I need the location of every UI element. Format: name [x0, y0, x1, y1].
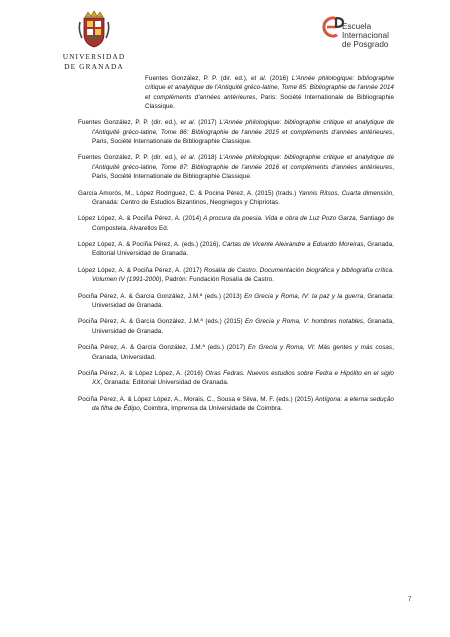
reference-publisher: , Granada, Universidad de Granada. [92, 318, 394, 335]
page-number: 7 [408, 597, 412, 603]
reference-publisher: , Paris, Société Internationale de Bibliographie Classique. [92, 128, 394, 145]
reference-title: Yannis Ritsos, Cuarta dimensión [296, 189, 393, 197]
reference-publisher: , Granada, Universidad. [92, 344, 394, 361]
reference-author: López López, A. & Pociña Pérez, A. (2014) [78, 215, 202, 223]
coat-of-arms-icon [78, 10, 110, 48]
reference-title: Cartas de Vicente Aleixandre a Eduardo Moreiras [220, 241, 364, 249]
reference-author: Pociña Pérez, A. & García González, J.M.ª (eds.) (2013) [78, 292, 242, 300]
reference-entry [78, 292, 394, 311]
reference-entry [78, 266, 394, 285]
reference-title: En Grecia y Roma, IV: la paz y la guerra [241, 292, 364, 300]
university-name: UNIVERSIDAD DE GRANADA [62, 52, 126, 71]
reference-title: A procura da poesia. Vida e obra de Luz Pozo Garza [201, 215, 356, 223]
reference-author: Fuentes González, P. P. (dir. ed.), [78, 154, 178, 162]
reference-author: López López, A. & Pociña Pérez, A. (2017) [78, 266, 202, 274]
reference-etal: et al. [180, 119, 196, 127]
reference-publisher: , Granada: Editorial Universidad de Granada. [100, 379, 229, 387]
reference-year: (2017) [195, 119, 217, 127]
reference-publisher: , Santiago de Compostela, Alvarellos Ed. [92, 215, 395, 232]
reference-entry [78, 118, 394, 146]
escuela-internacional-posgrado-logo [320, 12, 420, 58]
reference-entry [78, 240, 394, 259]
reference-title: Otras Fedras. Nuevos estudios sobre Fedra e Hipólito en el siglo XX [92, 370, 394, 387]
reference-etal: et al. [180, 154, 196, 162]
reference-year: (2016) [266, 75, 289, 82]
reference-title: En Grecia y Roma, V: hombres notables [242, 318, 364, 326]
reference-publisher: , Padrón: Fundación Rosalía de Castro. [161, 276, 274, 284]
reference-title: L'Année philologique: bibliographie critique et analytique de l'Antiquité gréco-latine, Tome 85: Bibliographie de l'année 2014 et compléments d'années antérieures [145, 75, 394, 101]
reference-author: Pociña Pérez, A. & García González, J.M.ª (eds.) (2017) [78, 344, 246, 352]
reference-publisher: , Granada: Centro de Estudios Bizantinos, Neogriegos y Chipriotas. [92, 189, 394, 206]
reference-title: L'Année philologique: bibliographie critique et analytique de l'Antiquité gréco-latine, Tome 86: Bibliographie de l'année 2015 et compléments d'années antérieures [92, 119, 394, 136]
reference-title: Antígona: a eterna sedução da filha de Édipo [92, 395, 394, 413]
reference-publisher: , Paris, Société Internationale de Bibliographie Classique. [92, 163, 394, 181]
reference-publisher: , Coimbra, Imprensa da Universidade de Coimbra. [139, 405, 283, 413]
reference-author: Pociña Pérez, A. & López López, A., Morais, C., Sousa e Silva, M. F. (eds.) (2015) [78, 395, 314, 403]
university-of-granada-logo [58, 10, 130, 78]
reference-author: López López, A. & Pociña Pérez, A. (eds.) (2016), [78, 241, 221, 249]
reference-author: Pociña Pérez, A. & López López, A. (2016) [78, 370, 203, 377]
reference-entry [78, 214, 394, 233]
reference-entry [78, 343, 394, 362]
reference-entry [145, 74, 394, 111]
reference-publisher: , Paris: Société Internationale de Bibliographie Classique. [145, 93, 394, 110]
reference-entry [78, 189, 394, 208]
reference-entry [78, 153, 394, 181]
reference-publisher: , Granada, Editorial Universidad de Granada. [92, 241, 394, 258]
reference-publisher: , Granada: Universidad de Granada. [92, 292, 394, 309]
reference-entry [78, 369, 394, 388]
reference-year: (2018) [195, 154, 217, 162]
reference-author: Fuentes González, P. P. (dir. ed.), [145, 75, 248, 82]
bibliography-list [78, 74, 394, 421]
reference-title: L'Année philologique: bibliographie critique et analytique de l'Antiquité gréco-latine, Tome 87: Bibliographie de l'année 2016 et compléments d'années antérieures [92, 154, 394, 171]
reference-title: En Grecia y Roma, VI: Más gentes y más cosas [245, 344, 393, 352]
reference-author: García Amorós, M., López Rodríguez, C. & Pocina Pérez, A. (2015) (trads.) [78, 189, 297, 197]
escuela-name: Escuela Internacional de Posgrado [342, 22, 389, 49]
reference-author: Pociña Pérez, A. & García González, J.M.ª (eds.) (2015) [78, 318, 243, 326]
reference-etal: et al. [251, 75, 267, 82]
reference-entry [78, 395, 394, 414]
reference-author: Fuentes González, P. P. (dir. ed.), [78, 119, 178, 127]
reference-title: Rosalía de Castro. Documentación biográfica y bibliografía crítica. Volumen IV (1991-2000) [92, 266, 394, 284]
reference-entry [78, 317, 394, 336]
